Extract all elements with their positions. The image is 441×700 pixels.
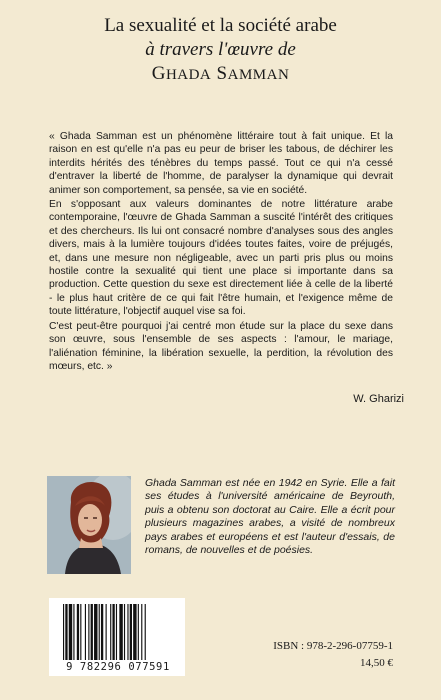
author-portrait-icon [47,476,131,574]
author-name: GHADA SAMMAN [151,63,290,84]
author-bio: Ghada Samman est née en 1942 en Syrie. Elle a fait ses études à l'université américaine de Beyrouth, puis a obtenu son doctorat au Caire. Elle a écrit pour plusieurs magazines arabes, a visité de nombreux pays arabes et européens et est l'auteur d'essais, de romans, de nouvelles et de poésies. [145,477,395,557]
isbn: ISBN : 978-2-296-07759-1 [273,640,393,652]
back-cover-text [49,130,393,374]
barcode-bars-icon [63,604,173,660]
title-line-1: La sexualité et la société arabe [104,15,337,36]
barcode-digits: 9 782296 077591 [66,661,170,673]
barcode [49,598,185,676]
quote-signature: W. Gharizi [353,393,404,405]
paragraph-3: C'est peut-être pourquoi j'ai centré mon étude sur la place du sexe dans son œuvre, sous l'ensemble de ses aspects : l'amour, le mariage, l'aliénation féminine, la libération sexuelle, la perdition, la révolution des mœurs, etc. » [49,320,393,372]
price: 14,50 € [360,657,393,669]
paragraph-1: « Ghada Samman est un phénomène littéraire tout à fait unique. Et la raison en est qu'elle n'a pas eu peur de briser les tabous, de déchirer les interdits hérités des ténèbres du temps passé. Tout ce qui n'a cessé d'entraver la liberté de l'homme, de paralyser la dynamique qui devrait animer son comportement, sa pensée, sa vie en société. [49,131,393,196]
title-line-2: à travers l'œuvre de [145,39,296,60]
author-photo [47,476,131,574]
paragraph-2: En s'opposant aux valeurs dominantes de notre littérature arabe contemporaine, l'œuvre de Ghada Samman a suscité l'intérêt des critiques et des chercheurs. Ils lui ont consacré nombre d'analyses sous des angles divers, mais à la lumière toujours d'idées toutes faites, voire de préjugés, et, dans une mesure non négligeable, avec un parti pris plus ou moins hostile contre la sexualité qui tient une place si importante dans sa production. Cette question du sexe est directement liée à celle de la liberté - le plus haut critère de ce qui fait l'être humain, et l'exigence même de toute littérature, l'objectif auquel vise sa foi. [49,199,393,318]
cover-title-block [0,14,441,87]
